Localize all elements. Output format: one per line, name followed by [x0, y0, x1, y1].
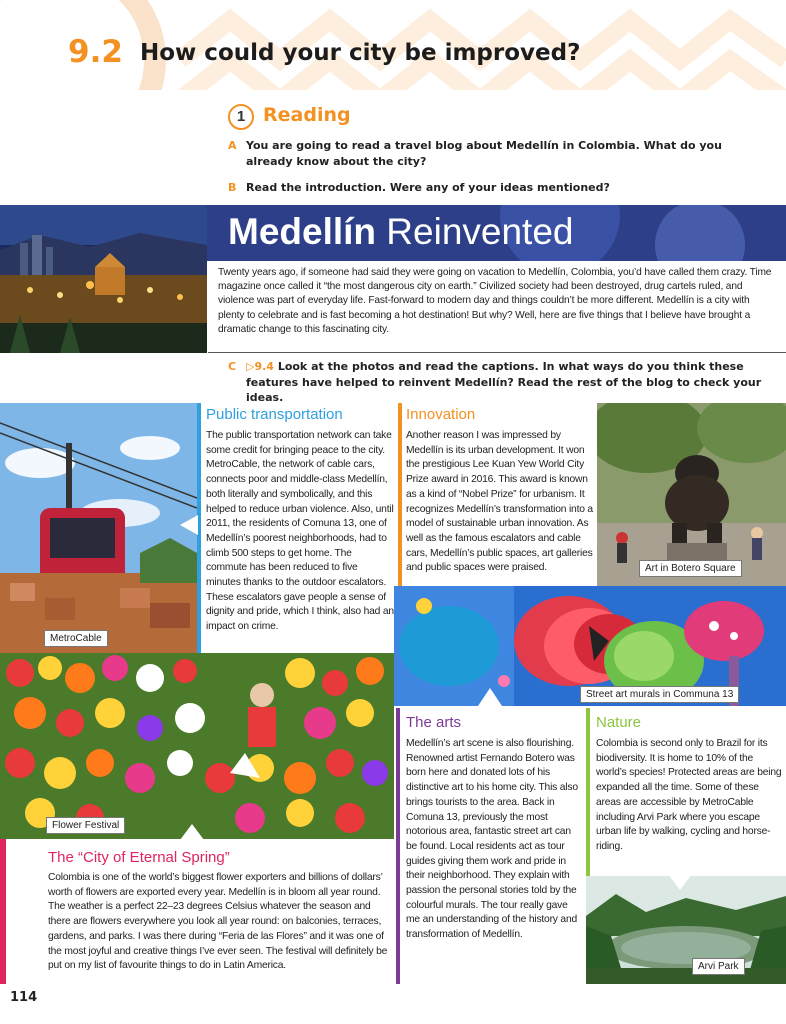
task-a-text: You are going to read a travel blog about Medellín in Colombia. What do you already know about the city? — [246, 139, 722, 168]
blog-intro — [208, 261, 786, 353]
page-number: 114 — [10, 990, 38, 1005]
caption-botero: Art in Botero Square — [639, 560, 742, 577]
section-title: Reading — [263, 104, 351, 126]
medellin-night-photo — [0, 205, 207, 353]
street-art-photo — [394, 586, 786, 706]
caption-arvi-park: Arvi Park — [692, 958, 745, 975]
innovation-accent-bar — [398, 403, 402, 586]
task-b — [228, 180, 758, 196]
blog-intro-text: Twenty years ago, if someone had said they were going on vacation to Medellín, Colombia, you’d have called them crazy. Time magazine once called it “the most dangerous city on earth.” Civilized society had been destroyed, drug cartels ruled, and violence was part of everyday life. Fast-forward to modern day and things couldn’t be more different. Medellín is a city with plenty to celebrate and is fast becoming a hot destination! But why? Well, here are five things that I believe have brought a dramatic change to this fascinating city. — [218, 267, 772, 335]
task-c — [228, 359, 768, 406]
unit-number: 9.2 — [68, 34, 123, 70]
nature-title: Nature — [596, 714, 642, 731]
audio-play-icon[interactable]: ▷ — [246, 360, 255, 373]
transport-title: Public transportation — [206, 406, 343, 423]
task-a — [228, 138, 758, 169]
street-art-pointer — [478, 688, 502, 706]
task-b-text: Read the introduction. Were any of your ideas mentioned? — [246, 181, 610, 194]
arts-text: Medellín’s art scene is also flourishing. Renowned artist Fernando Botero was born here and donated lots of his distinctive art to his home city. This also brings tourists to the area. Back in Comuna 13, previously the most notorious area, fantastic street art can be found. Local residents act as tour guides giving them work and pride in their neighborhood. They explain with passion the personal stories told by the colourful murals. The tour really gave me an understanding of the history and transformation of Medellín. — [406, 738, 578, 941]
caption-street-art: Street art murals in Communa 13 — [580, 686, 739, 703]
innovation-text: Another reason I was impressed by Medellín is its urban development. It won the prestigious Lee Kuan Yew World City Prize award in 2016. This award is known as a kind of “Nobel Prize” for urbanism. It recognizes Medellín’s transformation into a model of sustainable urban innovation. As well as the famous escalators and cable cars, Medellín’s public spaces, art galleries and public spaces were praised. — [406, 430, 593, 574]
spring-text: Colombia is one of the world’s biggest flower exporters and billions of dollars’ worth of flowers are exported every year. Medellín is in bloom all year round. The weather is a perfect 22–23 degrees Celsius whatever the season and there are flowers everywhere you look all year round: on balconies, terraces, gardens, and parks. I was there during “Feria de las Flores” and it was one of the most joyful and creative things I’ve ever seen. The festival will definitely be put on my list of favourite things to do in Latin America. — [48, 872, 388, 972]
page-title: How could your city be improved? — [140, 40, 581, 66]
metrocable-photo — [0, 403, 197, 653]
nature-accent-bar — [586, 708, 590, 876]
arvi-park-photo — [586, 876, 786, 984]
nature-text: Colombia is second only to Brazil for its biodiversity. It is home to 10% of the world’s species! Protected areas are being expanded all the time. Some of these areas are accessible by MetroCable including Arvi Park where you escape urban life by walking, cycling and horse-riding. — [596, 738, 782, 852]
task-c-text: Look at the photos and read the captions. In what ways do you think these features have helped to reinvent Medellín? Read the rest of the blog to check your ideas. — [246, 360, 762, 404]
task-b-letter: B — [228, 181, 237, 194]
arvi-pointer — [668, 874, 692, 890]
section-number: 1 — [228, 104, 254, 130]
spring-title: The “City of Eternal Spring” — [48, 849, 230, 866]
caption-metrocable: MetroCable — [44, 630, 108, 647]
arts-accent-bar — [396, 708, 400, 984]
botero-square-photo — [597, 403, 786, 586]
task-c-letter: C — [228, 360, 237, 373]
spring-accent-bar — [0, 839, 6, 984]
flower-festival-photo — [0, 653, 394, 839]
blog-title-bold: Medellín — [228, 211, 377, 252]
innovation-title: Innovation — [406, 406, 476, 423]
caption-flower-festival: Flower Festival — [46, 817, 125, 834]
blog-title — [228, 211, 574, 253]
task-a-letter: A — [228, 139, 237, 152]
audio-track-number[interactable]: 9.4 — [254, 360, 274, 373]
flower-pointer — [180, 824, 204, 840]
blog-title-light: Reinvented — [376, 211, 574, 252]
transport-text: The public transportation network can take some credit for bringing peace to the city. MetroCable, the network of cable cars, connects poor and middle-class Medellín, both literally and symbolically, and this helped to reduce urban violence. Also, until 2011, the residents of Comuna 13, one of Medellín’s poorest neighborhoods, had to climb 500 steps to get home. The commute has been reduced to five minutes thanks to the outdoor escalators. These escalators gave people a sense of dignity and pride, which I think, also had an impact on crime. — [206, 430, 394, 633]
transport-pointer — [180, 515, 198, 535]
arts-title: The arts — [406, 714, 462, 731]
